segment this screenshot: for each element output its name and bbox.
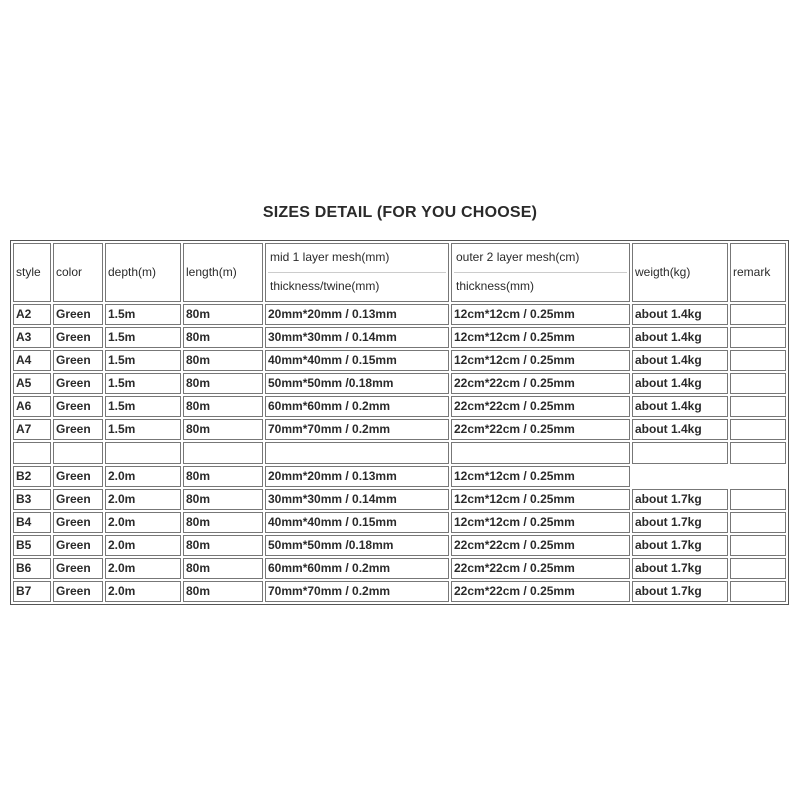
cell-depth: 2.0m	[105, 558, 181, 579]
cell-style: A7	[13, 419, 51, 440]
cell-mid: 50mm*50mm /0.18mm	[265, 535, 449, 556]
cell-color: Green	[53, 558, 103, 579]
cell-length: 80m	[183, 419, 263, 440]
cell-weight: about 1.4kg	[632, 350, 728, 371]
cell-length: 80m	[183, 396, 263, 417]
cell-remark	[730, 466, 786, 487]
cell-color: Green	[53, 396, 103, 417]
cell-depth: 1.5m	[105, 327, 181, 348]
cell-weight: about 1.7kg	[632, 558, 728, 579]
cell-mid: 60mm*60mm / 0.2mm	[265, 396, 449, 417]
cell-depth: 1.5m	[105, 373, 181, 394]
empty-cell	[730, 442, 786, 464]
cell-outer: 22cm*22cm / 0.25mm	[451, 396, 630, 417]
cell-color: Green	[53, 350, 103, 371]
cell-color: Green	[53, 419, 103, 440]
cell-length: 80m	[183, 327, 263, 348]
table-row	[13, 373, 786, 394]
header-length: length(m)	[183, 243, 263, 302]
table-row	[13, 327, 786, 348]
header-mid-mesh-title: mid 1 layer mesh(mm)	[268, 244, 446, 273]
cell-outer: 22cm*22cm / 0.25mm	[451, 558, 630, 579]
empty-cell	[632, 442, 728, 464]
cell-depth: 2.0m	[105, 489, 181, 510]
cell-outer: 12cm*12cm / 0.25mm	[451, 350, 630, 371]
cell-length: 80m	[183, 512, 263, 533]
sizes-table	[10, 240, 789, 605]
cell-depth: 1.5m	[105, 396, 181, 417]
cell-weight: about 1.4kg	[632, 373, 728, 394]
table-row	[13, 558, 786, 579]
cell-depth: 1.5m	[105, 350, 181, 371]
header-outer-mesh-sub: thickness(mm)	[456, 279, 535, 293]
cell-color: Green	[53, 466, 103, 487]
header-mid-mesh	[265, 243, 449, 302]
cell-weight: about 1.4kg	[632, 396, 728, 417]
cell-weight: about 1.7kg	[632, 581, 728, 602]
cell-depth: 2.0m	[105, 535, 181, 556]
cell-depth: 1.5m	[105, 304, 181, 325]
cell-outer: 22cm*22cm / 0.25mm	[451, 419, 630, 440]
empty-cell	[53, 442, 103, 464]
cell-remark	[730, 419, 786, 440]
header-depth: depth(m)	[105, 243, 181, 302]
cell-color: Green	[53, 512, 103, 533]
cell-remark	[730, 558, 786, 579]
cell-color: Green	[53, 581, 103, 602]
cell-remark	[730, 581, 786, 602]
cell-depth: 1.5m	[105, 419, 181, 440]
cell-outer: 12cm*12cm / 0.25mm	[451, 304, 630, 325]
cell-mid: 30mm*30mm / 0.14mm	[265, 327, 449, 348]
cell-outer: 22cm*22cm / 0.25mm	[451, 535, 630, 556]
cell-style: B3	[13, 489, 51, 510]
separator-row	[13, 442, 786, 464]
header-color: color	[53, 243, 103, 302]
header-style: style	[13, 243, 51, 302]
cell-mid: 70mm*70mm / 0.2mm	[265, 419, 449, 440]
cell-color: Green	[53, 304, 103, 325]
table-row	[13, 396, 786, 417]
cell-mid: 20mm*20mm / 0.13mm	[265, 466, 449, 487]
empty-cell	[183, 442, 263, 464]
cell-length: 80m	[183, 581, 263, 602]
table-row	[13, 304, 786, 325]
cell-style: A3	[13, 327, 51, 348]
empty-cell	[105, 442, 181, 464]
cell-remark	[730, 535, 786, 556]
cell-color: Green	[53, 327, 103, 348]
cell-outer: 12cm*12cm / 0.25mm	[451, 489, 630, 510]
cell-outer: 22cm*22cm / 0.25mm	[451, 373, 630, 394]
cell-remark	[730, 396, 786, 417]
header-weight: weigth(kg)	[632, 243, 728, 302]
cell-mid: 30mm*30mm / 0.14mm	[265, 489, 449, 510]
cell-style: B2	[13, 466, 51, 487]
cell-outer: 12cm*12cm / 0.25mm	[451, 512, 630, 533]
cell-length: 80m	[183, 304, 263, 325]
table-row	[13, 489, 786, 510]
cell-mid: 40mm*40mm / 0.15mm	[265, 350, 449, 371]
cell-mid: 50mm*50mm /0.18mm	[265, 373, 449, 394]
cell-remark	[730, 489, 786, 510]
cell-weight: about 1.4kg	[632, 304, 728, 325]
cell-length: 80m	[183, 535, 263, 556]
cell-style: A4	[13, 350, 51, 371]
header-mid-mesh-sub: thickness/twine(mm)	[270, 279, 380, 293]
cell-color: Green	[53, 535, 103, 556]
header-outer-mesh	[451, 243, 630, 302]
cell-mid: 20mm*20mm / 0.13mm	[265, 304, 449, 325]
empty-cell	[451, 442, 630, 464]
cell-weight: about 1.4kg	[632, 419, 728, 440]
cell-mid: 70mm*70mm / 0.2mm	[265, 581, 449, 602]
cell-remark	[730, 304, 786, 325]
empty-cell	[13, 442, 51, 464]
cell-depth: 2.0m	[105, 581, 181, 602]
cell-length: 80m	[183, 558, 263, 579]
cell-remark	[730, 350, 786, 371]
table-row	[13, 466, 786, 487]
cell-color: Green	[53, 373, 103, 394]
cell-mid: 60mm*60mm / 0.2mm	[265, 558, 449, 579]
cell-length: 80m	[183, 350, 263, 371]
cell-style: A2	[13, 304, 51, 325]
table-row	[13, 350, 786, 371]
table-row	[13, 512, 786, 533]
cell-weight: about 1.4kg	[632, 327, 728, 348]
cell-style: B6	[13, 558, 51, 579]
cell-depth: 2.0m	[105, 466, 181, 487]
cell-style: B7	[13, 581, 51, 602]
cell-length: 80m	[183, 466, 263, 487]
cell-weight: about 1.7kg	[632, 535, 728, 556]
cell-depth: 2.0m	[105, 512, 181, 533]
cell-weight: about 1.7kg	[632, 512, 728, 533]
header-remark: remark	[730, 243, 786, 302]
cell-remark	[730, 373, 786, 394]
cell-outer: 12cm*12cm / 0.25mm	[451, 327, 630, 348]
table-row	[13, 535, 786, 556]
cell-style: B4	[13, 512, 51, 533]
cell-style: A6	[13, 396, 51, 417]
cell-length: 80m	[183, 373, 263, 394]
cell-weight	[632, 466, 728, 487]
empty-cell	[265, 442, 449, 464]
cell-remark	[730, 327, 786, 348]
cell-style: B5	[13, 535, 51, 556]
cell-outer: 12cm*12cm / 0.25mm	[451, 466, 630, 487]
header-row	[13, 243, 786, 302]
cell-style: A5	[13, 373, 51, 394]
cell-remark	[730, 512, 786, 533]
page-title: SIZES DETAIL (FOR YOU CHOOSE)	[262, 204, 538, 221]
table-row	[13, 419, 786, 440]
cell-weight: about 1.7kg	[632, 489, 728, 510]
cell-mid: 40mm*40mm / 0.15mm	[265, 512, 449, 533]
cell-outer: 22cm*22cm / 0.25mm	[451, 581, 630, 602]
header-outer-mesh-title: outer 2 layer mesh(cm)	[454, 244, 627, 273]
table-row	[13, 581, 786, 602]
cell-length: 80m	[183, 489, 263, 510]
cell-color: Green	[53, 489, 103, 510]
